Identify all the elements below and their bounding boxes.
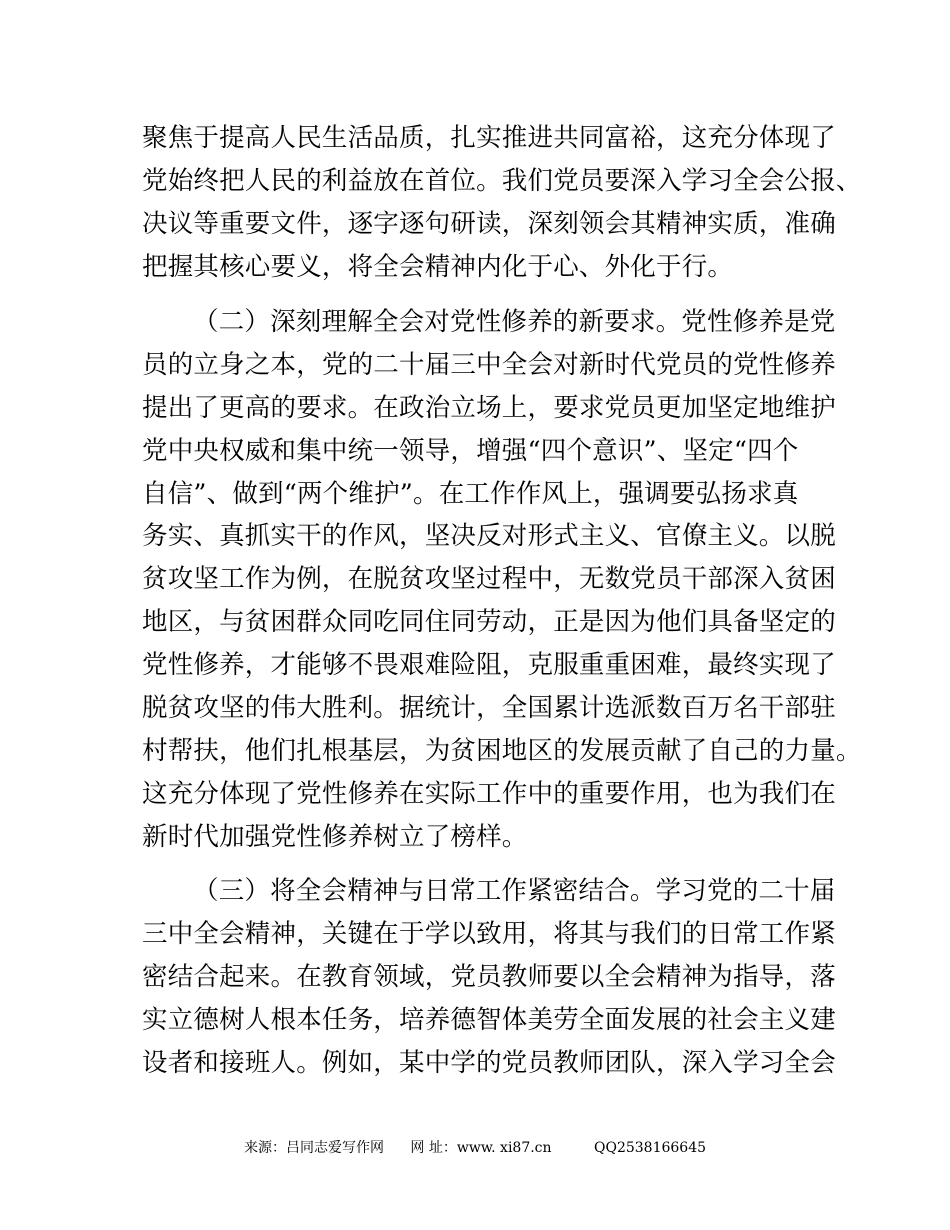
text-line: 三中全会精神，关键在于学以致用，将其与我们的日常工作紧	[142, 918, 836, 949]
text-line: 这充分体现了党性修养在实际工作中的重要作用，也为我们在	[142, 778, 836, 809]
page-footer	[0, 1138, 950, 1158]
text-line: 实立德树人根本任务，培养德智体美劳全面发展的社会主义建	[142, 1004, 836, 1035]
text-line: 村帮扶，他们扎根基层，为贫困地区的发展贡献了自己的力量。	[142, 735, 862, 766]
text-line: （二）深刻理解全会对党性修养的新要求。党性修养是党	[193, 307, 836, 337]
text-line: 地区，与贫困群众同吃同住同劳动，正是因为他们具备坚定的	[142, 607, 836, 638]
text-line: 聚焦于提高人民生活品质，扎实推进共同富裕，这充分体现了	[142, 123, 836, 153]
text-line: 务实、真抓实干的作风，坚决反对形式主义、官僚主义。以脱	[142, 521, 836, 552]
text-line: 党性修养，才能够不畏艰难险阻，克服重重困难，最终实现了	[142, 650, 836, 681]
footer-website: 网 址：www. xi87.cn	[410, 1140, 552, 1156]
text-line: 脱贫攻坚的伟大胜利。据统计，全国累计选派数百万名干部驻	[142, 693, 836, 724]
footer-source: 来源：吕同志爱写作网	[243, 1140, 384, 1156]
text-line: 决议等重要文件，逐字逐句研读，深刻领会其精神实质，准确	[142, 208, 836, 239]
text-line: 党始终把人民的利益放在首位。我们党员要深入学习全会公报、	[142, 165, 862, 196]
text-line: （三）将全会精神与日常工作紧密结合。学习党的二十届	[193, 876, 836, 906]
text-line: 新时代加强党性修养树立了榜样。	[142, 821, 528, 852]
footer-qq: QQ2538166645	[594, 1140, 707, 1156]
paragraph-1	[142, 117, 862, 289]
text-line: 贫攻坚工作为例，在脱贫攻坚过程中，无数党员干部深入贫困	[142, 564, 836, 595]
text-line: 自信”、做到“两个维护”。在工作作风上，强调要弘扬求真	[142, 478, 799, 509]
text-line: 员的立身之本，党的二十届三中全会对新时代党员的党性修养	[142, 349, 836, 380]
text-line: 把握其核心要义，将全会精神内化于心、外化于行。	[142, 251, 734, 282]
text-line: 提出了更高的要求。在政治立场上，要求党员更加坚定地维护	[142, 392, 836, 423]
text-line: 设者和接班人。例如，某中学的党员教师团队，深入学习全会	[142, 1047, 836, 1078]
paragraph-3	[142, 870, 836, 1084]
paragraph-2	[142, 301, 862, 859]
text-line: 党中央权威和集中统一领导，增强“四个意识”、坚定“四个	[142, 435, 799, 466]
text-line: 密结合起来。在教育领域，党员教师要以全会精神为指导，落	[142, 961, 836, 992]
